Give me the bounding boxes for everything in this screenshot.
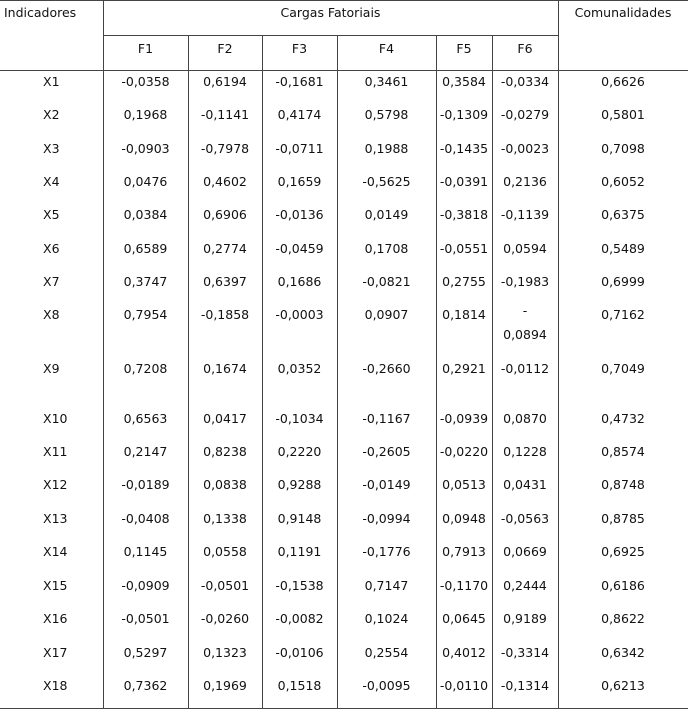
loading-cell: -0,1983 <box>500 274 550 289</box>
loading-cell: -0,0939 <box>439 411 489 426</box>
loading-cell: 0,1145 <box>123 544 168 559</box>
comunalidade-cell: 0,6342 <box>601 645 645 660</box>
header-comunalidades: Comunalidades <box>574 5 672 20</box>
loading-cell: -0,1167 <box>362 411 411 426</box>
loading-cell: 0,0417 <box>203 411 247 426</box>
comunalidade-cell: 0,5801 <box>601 107 645 122</box>
loading-cell: 0,0558 <box>203 544 247 559</box>
loading-cell: -0,0408 <box>121 511 170 526</box>
loading-cell: -0,0003 <box>275 307 324 322</box>
loading-cell: 0,7954 <box>123 307 168 322</box>
loading-cell: 0,9288 <box>277 477 322 492</box>
header-factor: F5 <box>456 41 472 56</box>
comunalidade-cell: 0,8574 <box>601 444 645 459</box>
loading-cell: 0,1323 <box>203 645 247 660</box>
loading-cell: 0,2136 <box>503 174 547 189</box>
rule-header-mid <box>103 35 558 36</box>
loading-cell: -0,0909 <box>121 578 170 593</box>
loading-cell-wrapped: 0,0894 <box>503 327 547 342</box>
comunalidade-cell: 0,8622 <box>601 611 645 626</box>
row-label: X18 <box>43 678 68 693</box>
loading-cell: -0,1309 <box>439 107 489 122</box>
loading-cell: 0,1674 <box>203 361 247 376</box>
row-label: X11 <box>43 444 68 459</box>
loading-cell: -0,0023 <box>500 141 550 156</box>
loading-cell: 0,4174 <box>277 107 322 122</box>
row-label: X9 <box>43 361 60 376</box>
comunalidade-cell: 0,6375 <box>601 207 645 222</box>
loading-cell: -0,1034 <box>275 411 324 426</box>
loading-cell: -0,0391 <box>439 174 489 189</box>
loading-cell: 0,6194 <box>203 74 247 89</box>
loading-cell: 0,8238 <box>203 444 247 459</box>
loading-cell: 0,1659 <box>277 174 322 189</box>
loading-cell: 0,1988 <box>364 141 409 156</box>
loading-cell: 0,0149 <box>364 207 409 222</box>
row-label: X13 <box>43 511 68 526</box>
loading-cell: -0,0821 <box>362 274 411 289</box>
comunalidade-cell: 0,7098 <box>601 141 645 156</box>
loading-cell: 0,2774 <box>203 241 247 256</box>
loading-cell: 0,9189 <box>503 611 547 626</box>
loading-cell: -0,0220 <box>439 444 489 459</box>
loading-cell: 0,2147 <box>123 444 168 459</box>
loading-cell: -0,0095 <box>362 678 411 693</box>
loading-cell: 0,0645 <box>442 611 486 626</box>
loading-cell: 0,2755 <box>442 274 486 289</box>
loading-cell: 0,0431 <box>503 477 547 492</box>
comunalidade-cell: 0,6626 <box>601 74 645 89</box>
comunalidade-cell: 0,6052 <box>601 174 645 189</box>
loading-cell: 0,1518 <box>277 678 322 693</box>
loading-cell: 0,0384 <box>123 207 168 222</box>
row-label: X1 <box>43 74 60 89</box>
loading-cell: 0,1228 <box>503 444 547 459</box>
header-factor: F3 <box>291 41 308 56</box>
loading-cell: -0,7978 <box>200 141 250 156</box>
loading-cell: 0,6589 <box>123 241 168 256</box>
row-label: X7 <box>43 274 60 289</box>
loading-cell: 0,2554 <box>364 645 409 660</box>
loading-cell: 0,0907 <box>364 307 409 322</box>
loading-cell: 0,6397 <box>203 274 247 289</box>
comunalidade-cell: 0,5489 <box>601 241 645 256</box>
row-label: X17 <box>43 645 68 660</box>
loading-cell: 0,6906 <box>203 207 247 222</box>
row-label: X6 <box>43 241 60 256</box>
loading-cell: -0,3818 <box>439 207 489 222</box>
loading-cell: -0,0501 <box>121 611 170 626</box>
row-label: X8 <box>43 307 60 322</box>
loading-cell: -0,0136 <box>275 207 324 222</box>
loading-cell: 0,5798 <box>364 107 409 122</box>
loading-cell: 0,1024 <box>364 611 409 626</box>
loading-cell: 0,7913 <box>442 544 486 559</box>
loading-cell: 0,0476 <box>123 174 168 189</box>
row-label: X16 <box>43 611 68 626</box>
loading-cell: -0,1139 <box>500 207 550 222</box>
loading-cell: 0,1338 <box>203 511 247 526</box>
loading-cell: -0,1538 <box>275 578 324 593</box>
comunalidade-cell: 0,4732 <box>601 411 645 426</box>
comunalidade-cell: 0,7049 <box>601 361 645 376</box>
comunalidade-cell: 0,8785 <box>601 511 645 526</box>
comunalidade-cell: 0,6186 <box>601 578 645 593</box>
loading-cell: -0,0711 <box>275 141 324 156</box>
header-factor: F4 <box>378 41 395 56</box>
loading-cell: 0,9148 <box>277 511 322 526</box>
loading-cell: 0,7147 <box>364 578 409 593</box>
row-label: X15 <box>43 578 68 593</box>
loading-cell: 0,0513 <box>442 477 486 492</box>
loading-cell: 0,1968 <box>123 107 168 122</box>
comunalidade-cell: 0,8748 <box>601 477 645 492</box>
loading-cell: -0,5625 <box>362 174 411 189</box>
loading-cell: -0,0112 <box>500 361 550 376</box>
loading-cell: -0,1170 <box>439 578 489 593</box>
loading-cell: 0,3584 <box>442 74 486 89</box>
loading-cell: 0,5297 <box>123 645 168 660</box>
loading-cell: 0,2444 <box>503 578 547 593</box>
header-indicadores: Indicadores <box>4 5 77 20</box>
loading-cell: 0,7362 <box>123 678 168 693</box>
loading-cell: -0,1435 <box>439 141 489 156</box>
loading-cell: -0,0903 <box>121 141 170 156</box>
loading-cell: 0,1686 <box>277 274 322 289</box>
loading-cell: -0,1681 <box>275 74 324 89</box>
loading-cell: 0,0594 <box>503 241 547 256</box>
header-cargas-fatoriais: Cargas Fatoriais <box>280 5 381 20</box>
loading-cell: 0,7208 <box>123 361 168 376</box>
loading-cell: -0,0106 <box>275 645 324 660</box>
loading-cell: -0,0110 <box>439 678 489 693</box>
loading-cell: -0,2660 <box>362 361 411 376</box>
loading-cell: 0,2220 <box>277 444 322 459</box>
loading-cell: 0,1708 <box>364 241 409 256</box>
comunalidade-cell: 0,7162 <box>601 307 645 322</box>
loading-cell: 0,6563 <box>123 411 168 426</box>
row-label: X5 <box>43 207 60 222</box>
loading-cell: 0,1969 <box>203 678 247 693</box>
loading-cell: -0,2605 <box>362 444 411 459</box>
loading-cell: -0,0501 <box>200 578 250 593</box>
loading-cell: -0,1858 <box>200 307 250 322</box>
row-label: X4 <box>43 174 60 189</box>
row-label: X10 <box>43 411 68 426</box>
comunalidade-cell: 0,6213 <box>601 678 645 693</box>
loading-cell: 0,0669 <box>503 544 547 559</box>
loading-cell: 0,0838 <box>203 477 247 492</box>
loading-cell: - <box>522 303 528 318</box>
loading-cell: -0,0551 <box>439 241 489 256</box>
header-factor: F6 <box>517 41 533 56</box>
row-label: X2 <box>43 107 60 122</box>
loading-cell: -0,1141 <box>200 107 250 122</box>
loading-cell: -0,0260 <box>200 611 250 626</box>
loading-cell: 0,3747 <box>123 274 168 289</box>
loading-cell: -0,3314 <box>500 645 550 660</box>
loading-cell: -0,0994 <box>362 511 411 526</box>
loading-cell: -0,0279 <box>500 107 550 122</box>
row-label: X14 <box>43 544 68 559</box>
loading-cell: 0,2921 <box>442 361 486 376</box>
loading-cell: 0,3461 <box>364 74 409 89</box>
loading-cell: 0,4012 <box>442 645 486 660</box>
loading-cell: -0,0563 <box>500 511 550 526</box>
comunalidade-cell: 0,6925 <box>601 544 645 559</box>
loading-cell: -0,0358 <box>121 74 170 89</box>
loading-cell: -0,1314 <box>500 678 550 693</box>
loading-cell: -0,0149 <box>362 477 411 492</box>
loading-cell: -0,1776 <box>362 544 411 559</box>
loading-cell: 0,0352 <box>277 361 322 376</box>
loading-cell: -0,0459 <box>275 241 324 256</box>
loading-cell: 0,4602 <box>203 174 247 189</box>
loading-cell: -0,0189 <box>121 477 170 492</box>
loading-cell: -0,0082 <box>275 611 324 626</box>
loading-cell: 0,0948 <box>442 511 486 526</box>
header-factor: F1 <box>137 41 154 56</box>
row-label: X3 <box>43 141 60 156</box>
comunalidade-cell: 0,6999 <box>601 274 645 289</box>
loading-cell: 0,0870 <box>503 411 547 426</box>
loading-cell: -0,0334 <box>500 74 550 89</box>
row-label: X12 <box>43 477 68 492</box>
loading-cell: 0,1191 <box>277 544 322 559</box>
loading-cell: 0,1814 <box>442 307 486 322</box>
header-factor: F2 <box>217 41 233 56</box>
